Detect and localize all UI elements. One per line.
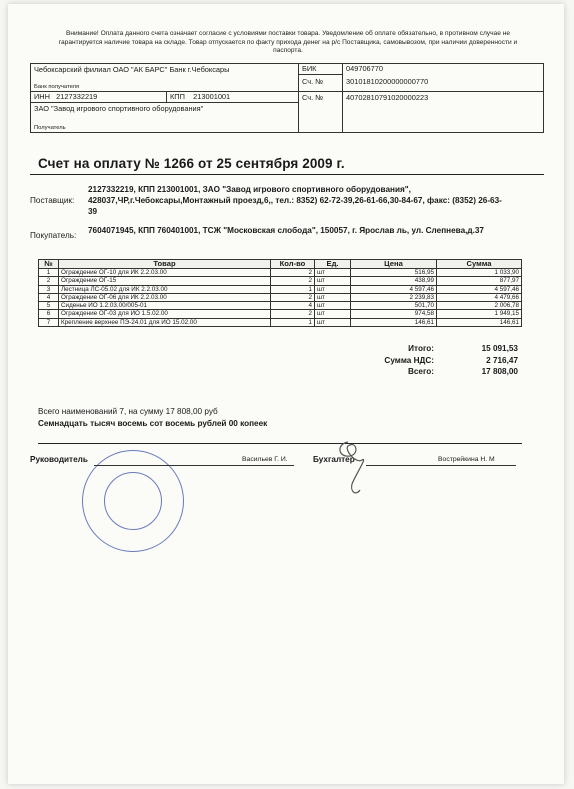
bank-name: Чебоксарский филиал ОАО "АК БАРС" Банк г.Чебоксары: [34, 65, 230, 74]
accountant-label: Бухгалтер: [313, 455, 355, 464]
row-sum: 877,97: [437, 277, 522, 285]
total-label: Всего:: [407, 367, 434, 376]
row-sum: 4 597,46: [437, 285, 522, 293]
totals-block: [308, 344, 518, 379]
row-unit: шт: [315, 285, 351, 293]
accountant-sign-line: [366, 465, 516, 466]
row-product: Ограждение ОГ-06 для ИК 2.2.03.00: [59, 293, 271, 301]
kpp-label: КПП: [170, 92, 185, 101]
row-num: 2: [39, 277, 59, 285]
row-sum: 1 949,15: [437, 310, 522, 318]
row-qty: 2: [271, 293, 315, 301]
row-sum: 1 033,90: [437, 269, 522, 277]
row-price: 516,95: [351, 269, 437, 277]
inn-value: 2127332219: [56, 92, 98, 101]
row-price: 146,61: [351, 318, 437, 326]
row-product: Ограждение ОГ-10 для ИК 2.2.03.00: [59, 269, 271, 277]
accountant-name: Вострейкина Н. М: [438, 456, 495, 463]
corr-label: Сч. №: [302, 77, 324, 86]
corr-account: 30101810200000000770: [346, 77, 429, 86]
row-num: 5: [39, 302, 59, 310]
items-count-line: Всего наименований 7, на сумму 17 808,00 руб: [38, 407, 218, 416]
row-price: 2 239,83: [351, 293, 437, 301]
row-price: 438,99: [351, 277, 437, 285]
account-value: 40702810791020000223: [346, 93, 429, 102]
supplier-text: 2127332219, КПП 213001001, ЗАО "Завод игрового спортивного оборудования", 428037,ЧР,г.Чебоксары,Монтажный проезд,6,, тел.: 8352) 62-72-39,26-61-66,30-84-67, факс: (8352) 26-63-39: [88, 185, 502, 216]
total-value: 15 091,53: [481, 344, 518, 353]
header-unit: Ед.: [315, 260, 351, 269]
row-qty: 1: [271, 318, 315, 326]
buyer-block: [30, 225, 530, 255]
supplier-block: [30, 184, 530, 228]
table-row: [39, 302, 522, 310]
total-label: Сумма НДС:: [384, 355, 434, 365]
items-table: [38, 259, 522, 327]
row-unit: шт: [315, 269, 351, 277]
row-unit: шт: [315, 293, 351, 301]
row-num: 4: [39, 293, 59, 301]
recipient-cell: [31, 92, 299, 132]
total-value: 17 808,00: [481, 367, 518, 376]
table-row: [39, 285, 522, 293]
row-product: Сиденье ИО 1.2.03.00/005-01: [59, 302, 271, 310]
bik-label: БИК: [299, 64, 342, 75]
head-sign-line: [94, 465, 294, 466]
row-product: Лестница ЛС-05.02 для ИК 2.2.03.00: [59, 285, 271, 293]
bik-value-cell: [343, 64, 543, 91]
bik-label-cell: [299, 64, 343, 91]
bank-label: Банк получателя: [34, 84, 80, 90]
row-qty: 2: [271, 269, 315, 277]
bank-name-cell: [31, 64, 299, 91]
table-row: [39, 269, 522, 277]
inn-cell: [31, 92, 167, 102]
row-unit: шт: [315, 302, 351, 310]
supplier-label: Поставщик:: [30, 196, 75, 205]
header-qty: Кол-во: [271, 260, 315, 269]
invoice-sheet: [8, 4, 564, 784]
buyer-text: 7604071945, КПП 760401001, ТСЖ "Московская слобода", 150057, г. Ярослав ль, ул. Слепнева,д.37: [88, 226, 484, 235]
header-sum: Сумма: [437, 260, 522, 269]
signature-divider: [38, 443, 522, 444]
row-qty: 1: [271, 285, 315, 293]
row-num: 3: [39, 285, 59, 293]
row-num: 7: [39, 318, 59, 326]
inn-label: ИНН: [34, 92, 50, 101]
row-product: Крепление верхнее ПЭ-24.01 для ИО 15.02.00: [59, 318, 271, 326]
kpp-value: 213001001: [193, 92, 231, 101]
row-unit: шт: [315, 318, 351, 326]
row-product: Ограждение ОГ-15: [59, 277, 271, 285]
table-header-row: [39, 260, 522, 269]
head-name: Васильев Г. И.: [242, 456, 288, 463]
header-price: Цена: [351, 260, 437, 269]
recipient-label: Получатель: [34, 125, 66, 131]
row-qty: 2: [271, 310, 315, 318]
invoice-title: Счет на оплату № 1266 от 25 сентября 2009 г.: [38, 156, 345, 171]
row-sum: 146,61: [437, 318, 522, 326]
header-product: Товар: [59, 260, 271, 269]
table-row: [39, 310, 522, 318]
sum-in-words: Семнадцать тысяч восемь сот восемь рублей 00 копеек: [38, 419, 268, 428]
row-product: Ограждение ОГ-03 для ИО 1.5.02.00: [59, 310, 271, 318]
buyer-label: Покупатель:: [30, 231, 77, 240]
row-sum: 4 479,66: [437, 293, 522, 301]
payment-notice: Внимание! Оплата данного счета означает согласие с условиями поставки товара. Уведомление об оплате обязательно, в противном случае не гарантируется наличие товара на складе. Товар отпускается по факту прихода денег на р/с Поставщика, самовывозом, при наличии доверенности и паспорта.: [58, 30, 518, 55]
table-row: [39, 277, 522, 285]
row-qty: 2: [271, 277, 315, 285]
recipient-name: ЗАО "Завод игрового спортивного оборудования": [34, 104, 204, 113]
bank-details: [30, 63, 544, 133]
title-divider: [30, 174, 544, 175]
account-label: Сч. №: [299, 92, 343, 132]
table-row: [39, 293, 522, 301]
company-stamp-inner: [104, 472, 162, 530]
accountant-signature-icon: [326, 434, 386, 504]
row-price: 501,70: [351, 302, 437, 310]
row-price: 974,58: [351, 310, 437, 318]
total-row-subtotal: [308, 344, 518, 356]
row-num: 1: [39, 269, 59, 277]
row-unit: шт: [315, 277, 351, 285]
row-unit: шт: [315, 310, 351, 318]
total-label: Итого:: [408, 344, 434, 353]
kpp-cell: [167, 92, 298, 102]
row-sum: 2 006,78: [437, 302, 522, 310]
total-row-grand: [308, 367, 518, 379]
row-price: 4 597,46: [351, 285, 437, 293]
head-label: Руководитель: [30, 455, 88, 464]
header-num: №: [39, 260, 59, 269]
row-qty: 4: [271, 302, 315, 310]
total-value: 2 716,47: [486, 355, 518, 365]
total-row-vat: [308, 356, 518, 368]
row-num: 6: [39, 310, 59, 318]
table-row: [39, 318, 522, 326]
bik-value: 049706770: [346, 64, 383, 73]
